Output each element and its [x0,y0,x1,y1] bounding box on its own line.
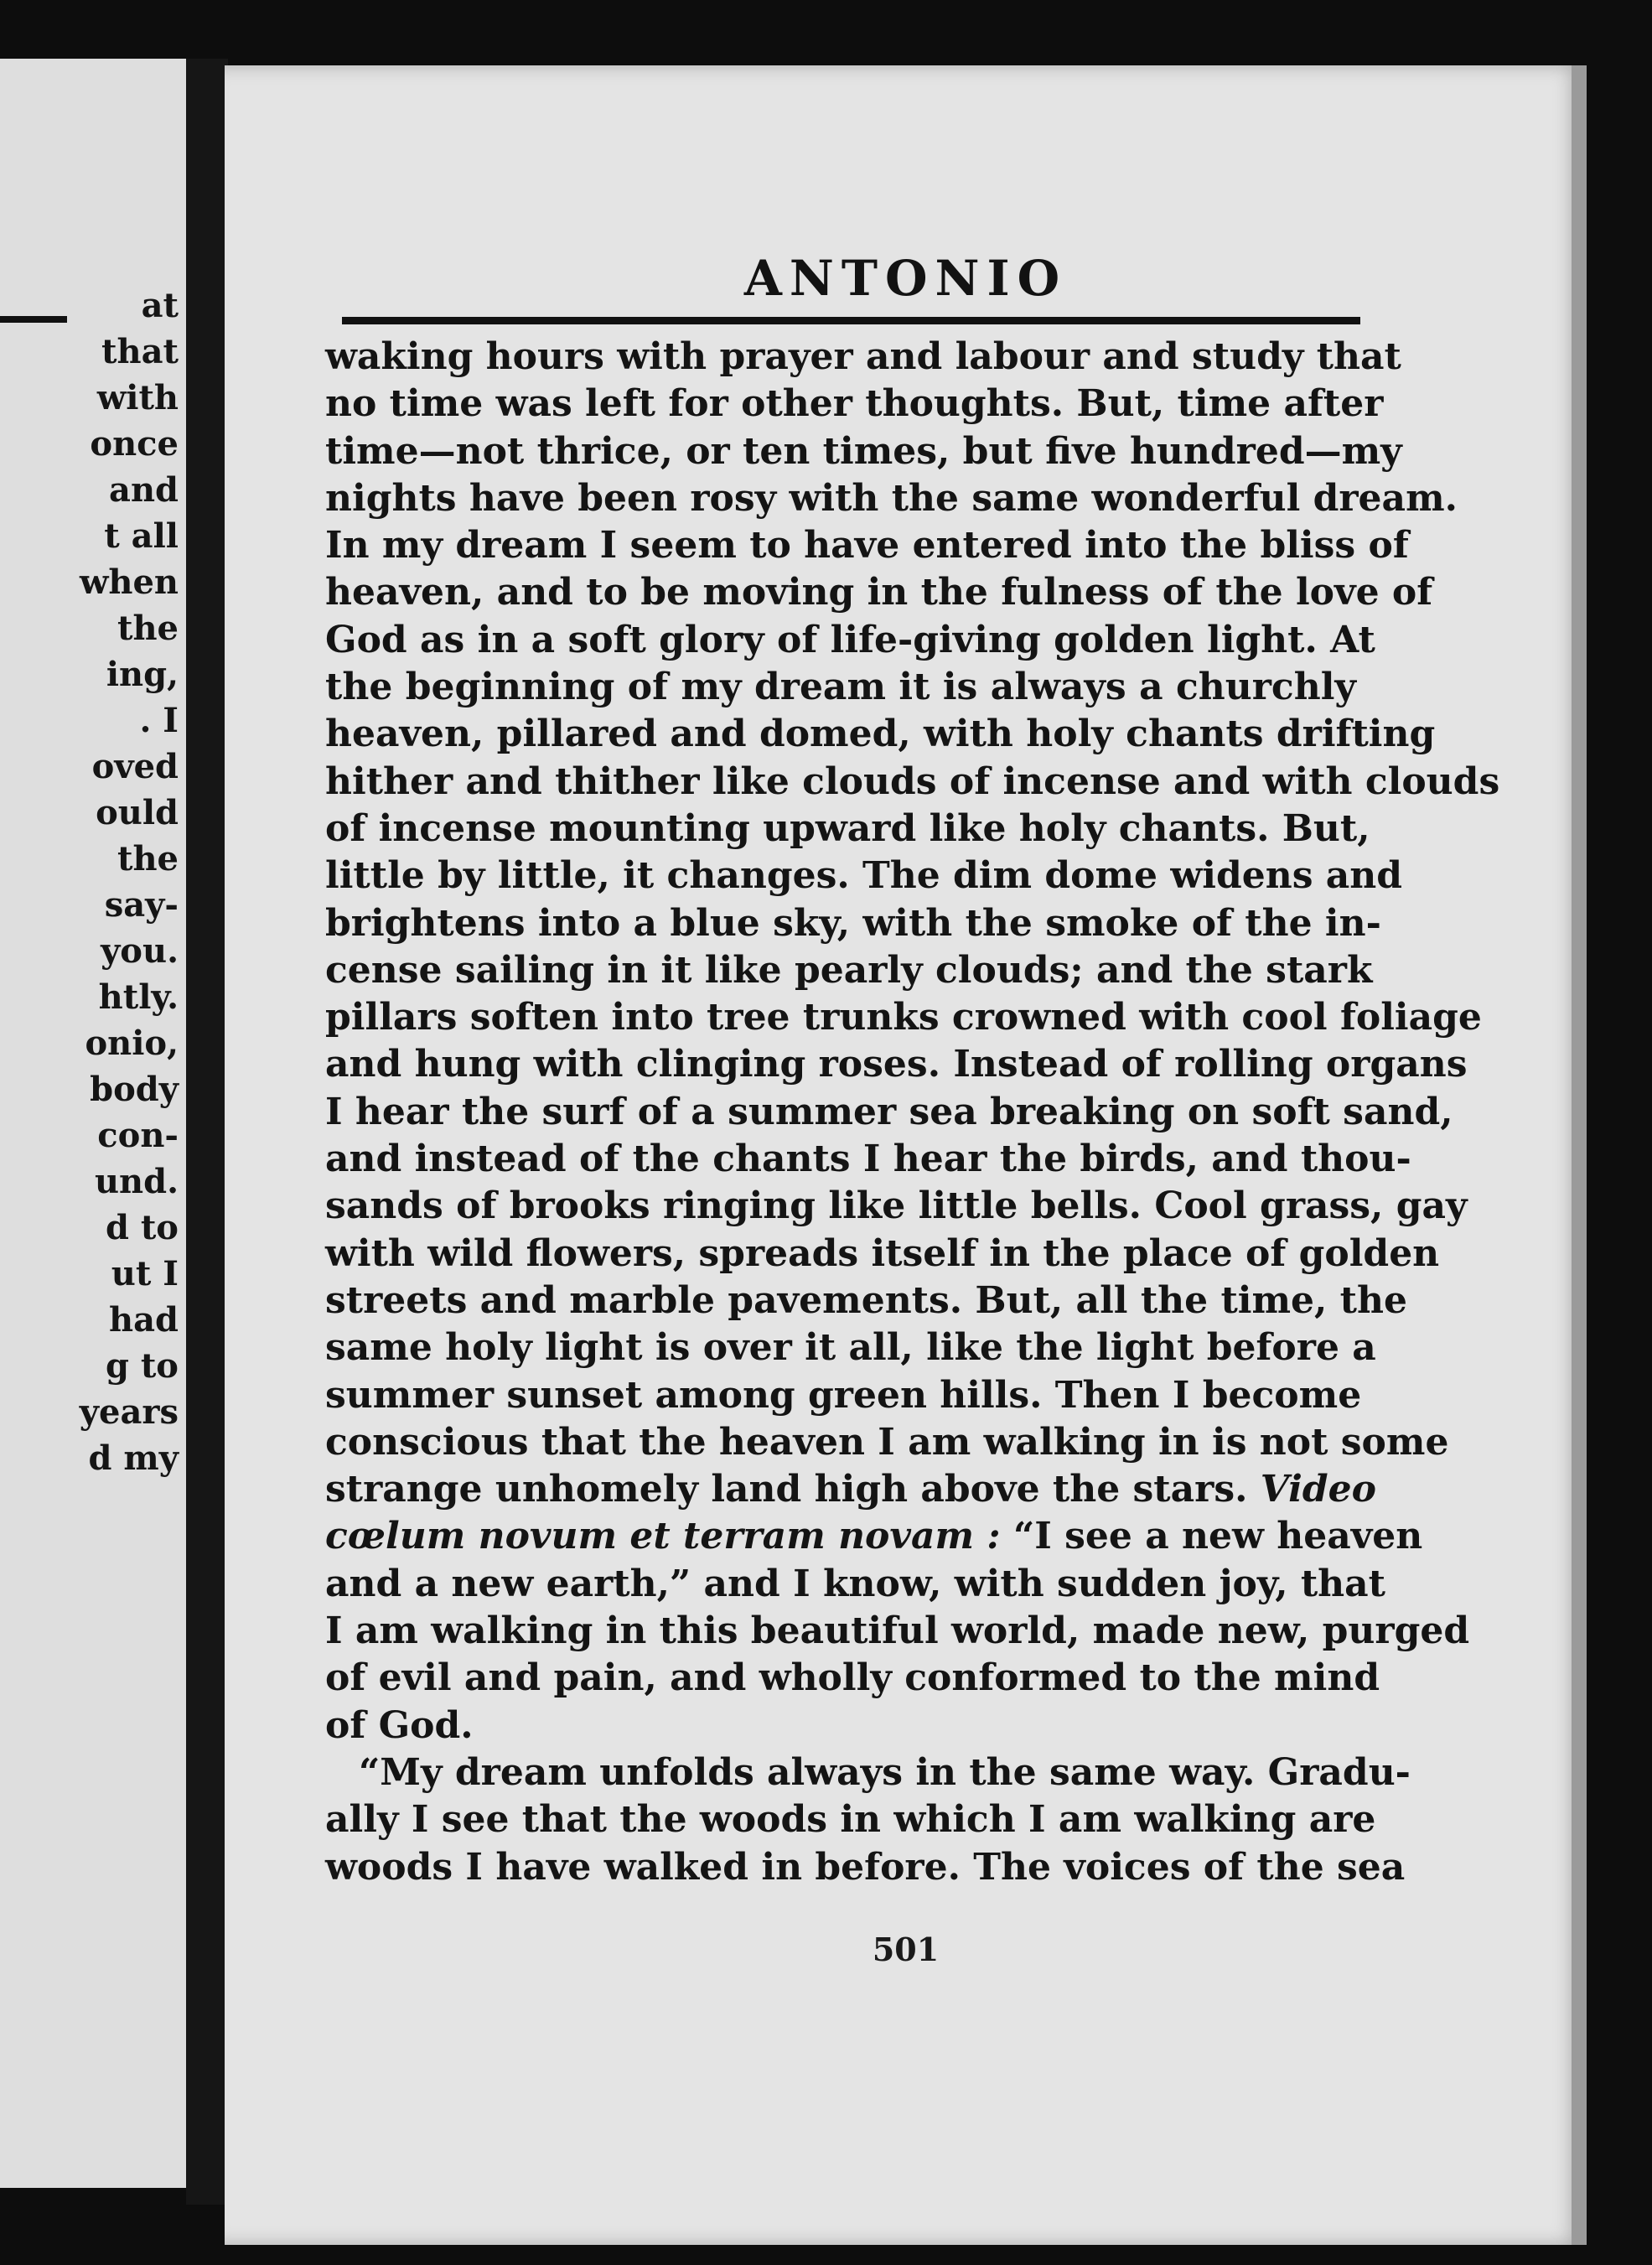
text-line: and hung with clinging roses. Instead of rolling organs [325,1043,1468,1086]
left-page-line: htly. [98,977,179,1017]
text-line: waking hours with prayer and labour and study that [325,335,1401,378]
left-page-line: say- [104,885,179,925]
text-line: and instead of the chants I hear the birds, and thou- [325,1138,1411,1181]
text-line: time—not thrice, or ten times, but five hundred—my [325,429,1402,473]
left-page-line: g to [105,1346,179,1386]
text-line: heaven, pillared and domed, with holy chants drifting [325,713,1436,756]
left-page-line: when [79,562,179,602]
text-line: of God. [325,1703,474,1747]
text-line: God as in a soft glory of life-giving golden light. At [325,618,1375,661]
text-line: little by little, it changes. The dim dome widens and [325,854,1403,898]
text-line: hither and thither like clouds of incense and with clouds [325,759,1500,803]
left-page-line: with [96,378,179,417]
text-line: I hear the surf of a summer sea breaking on soft sand, [325,1090,1453,1133]
text-line [325,1513,1423,1560]
text-line: conscious that the heaven I am walking in is not some [325,1420,1449,1464]
left-page-line: the [117,839,179,879]
text-line: sands of brooks ringing like little bells. Cool grass, gay [325,1184,1468,1228]
running-head-rule [342,317,1360,324]
text-line: “My dream unfolds always in the same way. Gradu- [359,1750,1411,1794]
left-page-line: con- [97,1116,179,1155]
left-page-line: and [109,470,179,510]
left-page-line: once [90,424,179,464]
text-line: nights have been rosy with the same wonderful dream. [325,476,1458,520]
latin-phrase: cœlum novum et terram novam : [325,1515,1001,1558]
left-page-line: onio, [85,1024,179,1063]
text-line: streets and marble pavements. But, all the time, the [325,1278,1407,1322]
latin-translation: “I see a new heaven [1012,1515,1423,1558]
left-page-line: . I [139,701,179,740]
text-line: summer sunset among green hills. Then I become [325,1373,1362,1417]
text-line: cense sailing in it like pearly clouds; and the stark [325,948,1373,992]
text-line: same holy light is over it all, like the light before a [325,1326,1376,1370]
left-page-line: d my [88,1438,179,1478]
left-page-line: ing, [106,655,179,694]
left-page-line: you. [101,931,179,971]
left-page-line: that [101,332,179,371]
left-page-line: at [141,286,179,325]
text-line: pillars soften into tree trunks crowned with cool foliage [325,996,1482,1039]
left-page-line: oved [91,747,179,786]
text-line: of incense mounting upward like holy chants. But, [325,806,1370,850]
text-line: the beginning of my dream it is always a churchly [325,666,1356,709]
left-page-line: years [79,1392,179,1432]
right-page [225,65,1587,2245]
text-line [325,1466,1376,1513]
text-line: no time was left for other thoughts. But, time after [325,382,1384,426]
text-line: ally I see that the woods in which I am walking are [325,1798,1376,1842]
text-line: of evil and pain, and wholly conformed to the mind [325,1656,1380,1700]
body-text [325,334,1500,1891]
page-edge-shadow [1572,65,1587,2245]
text-line: I am walking in this beautiful world, made new, purged [325,1609,1470,1653]
left-page-line: und. [94,1162,179,1201]
text-line: In my dream I seem to have entered into the bliss of [325,524,1409,568]
left-page-line: d to [105,1208,179,1247]
page-number: 501 [872,1931,940,1968]
left-page-rule [0,316,67,323]
left-page-line: body [90,1070,179,1109]
running-head: ANTONIO [743,250,1068,307]
text-line: brightens into a blue sky, with the smoke of the in- [325,901,1381,945]
left-page-line: ut I [111,1254,179,1293]
left-page-fragment [0,59,189,2188]
book-gutter [186,59,228,2205]
text-line-main: strange unhomely land high above the stars. [325,1468,1248,1511]
left-page-line: had [109,1300,179,1340]
text-line: and a new earth,” and I know, with sudden joy, that [325,1562,1385,1605]
text-line: with wild flowers, spreads itself in the place of golden [325,1231,1440,1275]
left-page-line: ould [96,793,179,832]
left-page-line: t all [104,516,179,556]
text-line: woods I have walked in before. The voices of the sea [325,1845,1406,1889]
text-line: heaven, and to be moving in the fulness of the love of [325,571,1433,614]
latin-phrase-start: Video [1260,1468,1376,1511]
left-page-line: the [117,609,179,648]
